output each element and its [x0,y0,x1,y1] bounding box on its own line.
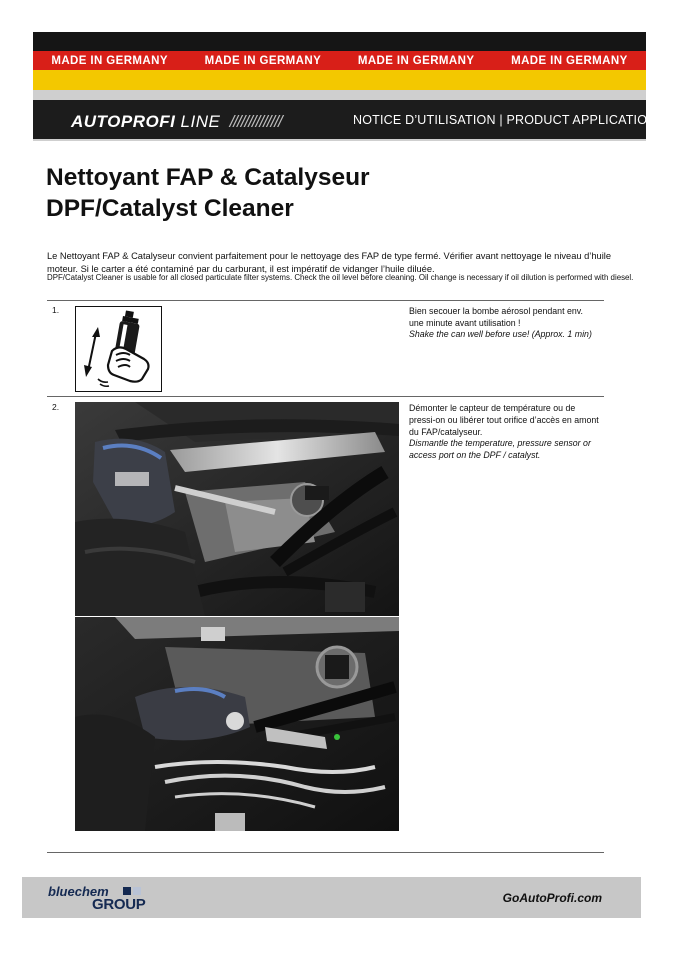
logo-square-icon [133,887,141,895]
divider-line [47,300,604,301]
made-in-germany-label: MADE IN GERMANY [357,54,475,67]
made-in-germany-label: MADE IN GERMANY [204,54,322,67]
website-link[interactable]: GoAutoProfi.com [502,891,602,905]
engine-photo-top [75,402,399,616]
step-text-french: Démonter le capteur de température ou de pressi-on ou libérer tout orifice d’accès en amont du FAP/catalyseur. [409,403,599,437]
engine-photo-bottom [75,617,399,831]
brand-line: LINE [180,112,221,131]
made-in-germany-label: MADE IN GERMANY [51,54,168,67]
bluechem-logo-text: bluechem [48,884,109,899]
flag-gold-stripe [33,70,646,90]
footer-bar [22,877,641,918]
group-logo-text: GROUP [92,896,146,913]
brand-slashes: ////////////// [229,112,282,131]
flag-red-stripe [33,51,646,70]
divider-line [47,852,604,853]
step-number: 2. [52,402,60,412]
intro-french: Le Nettoyant FAP & Catalyseur convient parfaitement pour le nettoyage des FAP de type fermé. Vérifier avant nettoyage le niveau d’huile moteur. Si le carter a été contaminé par du carburant, il est impératif de vidanger l’huile diluée. [47,251,612,274]
step-text-english: Shake the can well before use! (Approx. 1 min) [409,329,592,339]
flag-black-stripe [33,32,646,51]
shake-can-icon [75,306,162,392]
step-text-english: Dismantle the temperature, pressure sensor or access port on the DPF / catalyst. [409,438,591,460]
title-french: Nettoyant FAP & Catalyseur [46,164,370,191]
divider-line [47,396,604,397]
step-text-french: Bien secouer la bombe aérosol pendant env. une minute avant utilisation ! [409,306,583,328]
document-type: NOTICE D’UTILISATION | PRODUCT APPLICATION [353,113,657,127]
brand-name: AUTOPROFI [71,112,176,131]
header-divider [33,90,646,98]
page-title [46,162,370,224]
intro-english: DPF/Catalyst Cleaner is usable for all closed particulate filter systems. Check the oil level before cleaning. Oil change is necessary if oil dilution is performed with diesel. [47,273,634,282]
made-in-germany-banner [33,32,646,90]
brand-bar [33,98,657,141]
logo-square-icon [123,887,131,895]
title-english: DPF/Catalyst Cleaner [46,195,294,222]
made-in-germany-label: MADE IN GERMANY [511,54,628,67]
step-number: 1. [52,305,60,315]
autoprofi-line-logo [71,112,282,132]
